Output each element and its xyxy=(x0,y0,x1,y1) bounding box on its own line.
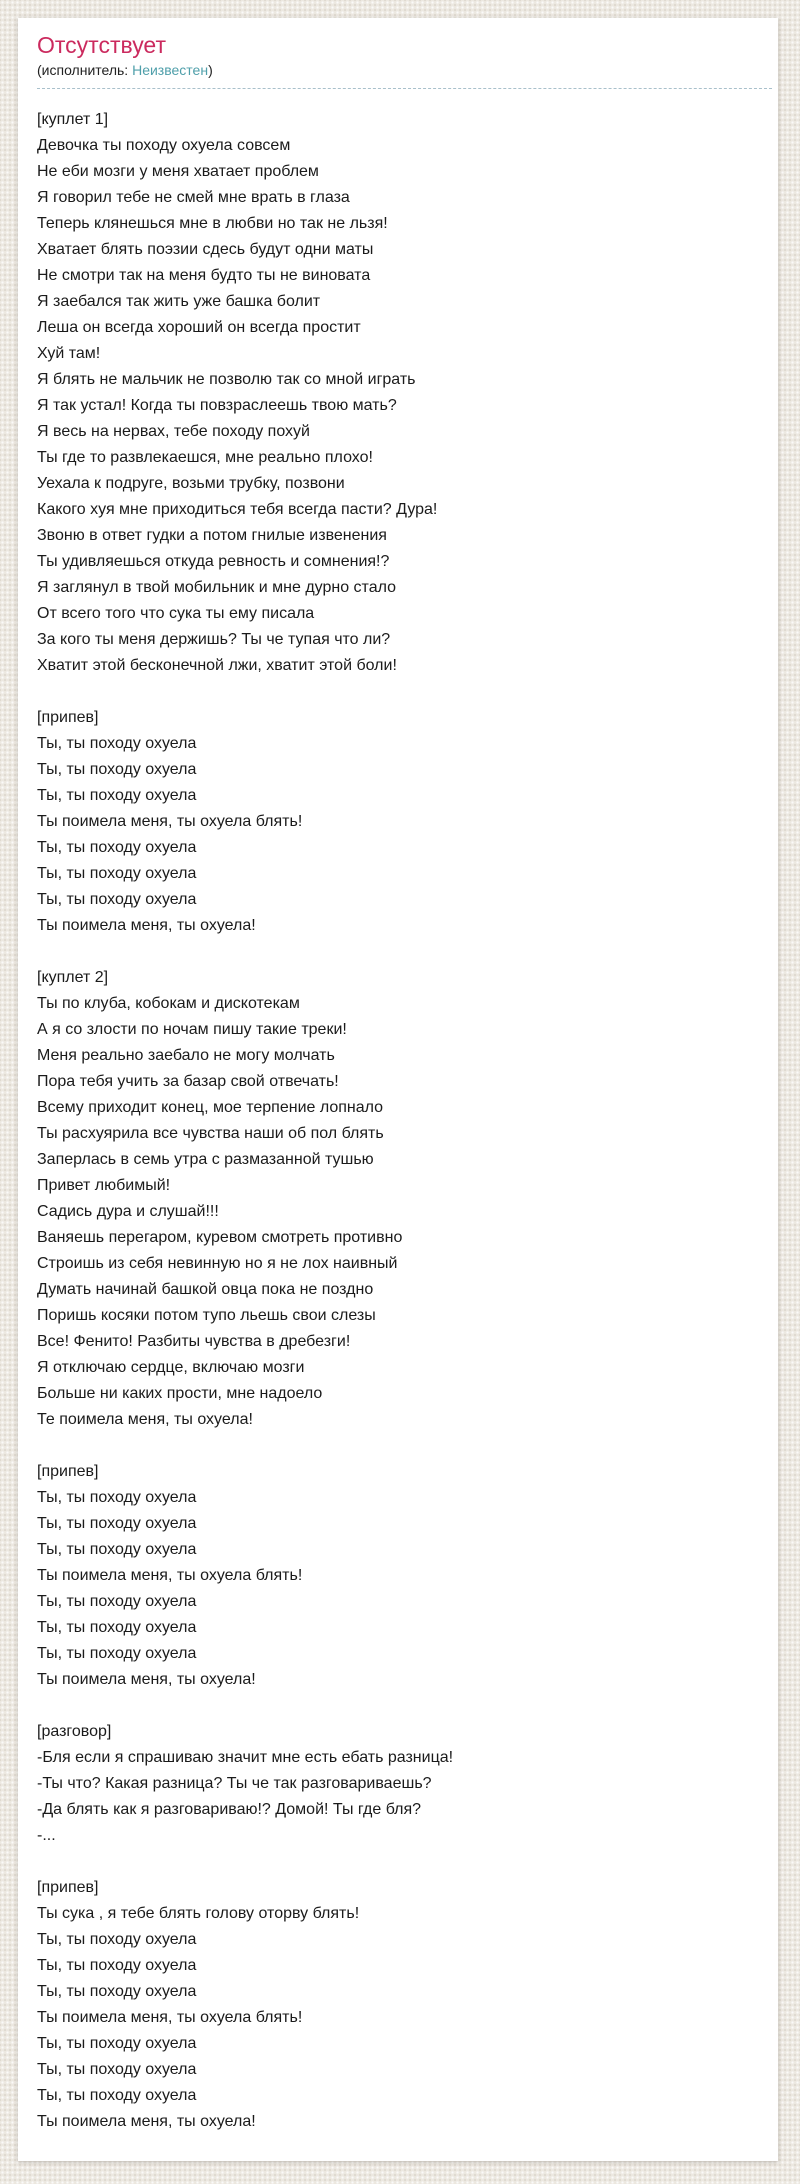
lyric-line: Ты удивляешься откуда ревность и сомнения!? xyxy=(37,553,390,570)
lyric-line: -... xyxy=(37,1827,56,1844)
lyric-line: Ты, ты походу охуела xyxy=(37,1957,197,1974)
lyric-line: Я говорил тебе не смей мне врать в глаза xyxy=(37,189,350,206)
song-header xyxy=(37,30,772,89)
lyric-line: Ты, ты походу охуела xyxy=(37,787,197,804)
lyric-line: Меня реально заебало не могу молчать xyxy=(37,1047,335,1064)
lyric-line: Ты поимела меня, ты охуела блять! xyxy=(37,2009,303,2026)
lyric-line: Ты поимела меня, ты охуела! xyxy=(37,2113,256,2130)
lyric-line: Ты, ты походу охуела xyxy=(37,891,197,908)
lyric-line: Ты, ты походу охуела xyxy=(37,2061,197,2078)
lyric-line: Ты, ты походу охуела xyxy=(37,1515,197,1532)
lyric-line: -Да блять как я разговариваю!? Домой! Ты где бля? xyxy=(37,1801,422,1818)
lyric-line: Я отключаю сердце, включаю мозги xyxy=(37,1359,305,1376)
lyric-line: За кого ты меня держишь? Ты че тупая что ли? xyxy=(37,631,391,648)
lyric-line: Теперь клянешься мне в любви но так не льзя! xyxy=(37,215,388,232)
artist-line xyxy=(37,60,772,80)
song-title: Отсутствует xyxy=(37,32,166,58)
stanza-label: [куплет 1] xyxy=(37,111,109,128)
lyric-line: Какого хуя мне приходиться тебя всегда пасти? Дура! xyxy=(37,501,438,518)
lyric-line: -Ты что? Какая разница? Ты че так разговариваешь? xyxy=(37,1775,432,1792)
stanza xyxy=(37,107,772,679)
lyric-line: Ты, ты походу охуела xyxy=(37,1541,197,1558)
artist-label-prefix: (исполнитель: xyxy=(37,62,133,78)
lyric-line: Ты, ты походу охуела xyxy=(37,1489,197,1506)
stanza xyxy=(37,1719,772,1849)
lyric-line: Я блять не мальчик не позволю так со мной играть xyxy=(37,371,416,388)
lyric-line: Ты, ты походу охуела xyxy=(37,1931,197,1948)
lyric-line: Ты где то развлекаешся, мне реально плохо! xyxy=(37,449,373,466)
stanza xyxy=(37,1875,772,2135)
lyric-line: Я заглянул в твой мобильник и мне дурно стало xyxy=(37,579,397,596)
lyric-line: Не еби мозги у меня хватает проблем xyxy=(37,163,319,180)
stanza-label: [припев] xyxy=(37,1879,99,1896)
lyric-line: Ты, ты походу охуела xyxy=(37,2035,197,2052)
lyric-line: Ты, ты походу охуела xyxy=(37,735,197,752)
lyric-line: Поришь косяки потом тупо льешь свои слезы xyxy=(37,1307,376,1324)
lyric-line: Ты поимела меня, ты охуела блять! xyxy=(37,1567,303,1584)
lyric-line: -Бля если я спрашиваю значит мне есть ебать разница! xyxy=(37,1749,454,1766)
lyrics xyxy=(37,107,772,2135)
lyric-line: Ты, ты походу охуела xyxy=(37,761,197,778)
lyric-line: Ты, ты походу охуела xyxy=(37,2087,197,2104)
lyric-line: Ты, ты походу охуела xyxy=(37,865,197,882)
lyric-line: Хуй там! xyxy=(37,345,101,362)
lyric-line: Ты поимела меня, ты охуела! xyxy=(37,917,256,934)
lyric-line: Уехала к подруге, возьми трубку, позвони xyxy=(37,475,345,492)
lyric-line: Ты, ты походу охуела xyxy=(37,1619,197,1636)
lyric-line: Хватит этой бесконечной лжи, хватит этой боли! xyxy=(37,657,397,674)
stanza xyxy=(37,1459,772,1693)
lyric-line: Не смотри так на меня будто ты не виновата xyxy=(37,267,371,284)
lyric-line: Привет любимый! xyxy=(37,1177,171,1194)
lyric-line: Леша он всегда хороший он всегда простит xyxy=(37,319,361,336)
artist-link[interactable]: Неизвестен xyxy=(132,62,209,78)
lyric-line: Заперлась в семь утра с размазанной тушью xyxy=(37,1151,374,1168)
lyric-line: Я так устал! Когда ты повзраслеешь твою мать? xyxy=(37,397,397,414)
lyric-line: Думать начинай башкой овца пока не поздно xyxy=(37,1281,374,1298)
lyric-line: Пора тебя учить за базар свой отвечать! xyxy=(37,1073,339,1090)
lyric-line: Девочка ты походу охуела совсем xyxy=(37,137,291,154)
lyric-line: Строишь из себя невинную но я не лох наивный xyxy=(37,1255,398,1272)
lyric-line: Больше ни каких прости, мне надоело xyxy=(37,1385,323,1402)
lyric-line: Ты, ты походу охуела xyxy=(37,1593,197,1610)
stanza-label: [припев] xyxy=(37,1463,99,1480)
lyric-line: Всему приходит конец, мое терпение лопнало xyxy=(37,1099,384,1116)
lyric-line: Те поимела меня, ты охуела! xyxy=(37,1411,253,1428)
lyrics-panel xyxy=(18,18,778,2161)
lyric-line: Все! Фенито! Разбиты чувства в дребезги! xyxy=(37,1333,351,1350)
lyric-line: Ты, ты походу охуела xyxy=(37,1983,197,2000)
lyric-line: Ваняешь перегаром, куревом смотреть противно xyxy=(37,1229,403,1246)
lyric-line: Ты поимела меня, ты охуела! xyxy=(37,1671,256,1688)
lyric-line: Звоню в ответ гудки а потом гнилые извенения xyxy=(37,527,387,544)
lyric-line: От всего того что сука ты ему писала xyxy=(37,605,315,622)
stanza-label: [куплет 2] xyxy=(37,969,109,986)
stanza-label: [припев] xyxy=(37,709,99,726)
lyric-line: Ты, ты походу охуела xyxy=(37,1645,197,1662)
lyric-line: Ты сука , я тебе блять голову оторву блять! xyxy=(37,1905,360,1922)
lyric-line: Хватает блять поэзии сдесь будут одни маты xyxy=(37,241,374,258)
stanza-label: [разговор] xyxy=(37,1723,112,1740)
lyric-line: Я весь на нервах, тебе походу похуй xyxy=(37,423,310,440)
lyric-line: Садись дура и слушай!!! xyxy=(37,1203,219,1220)
lyric-line: Ты по клуба, кобокам и дискотекам xyxy=(37,995,300,1012)
stanza xyxy=(37,965,772,1433)
lyric-line: А я со злости по ночам пишу такие треки! xyxy=(37,1021,347,1038)
lyric-line: Я заебался так жить уже башка болит xyxy=(37,293,321,310)
stanza xyxy=(37,705,772,939)
artist-label-suffix: ) xyxy=(208,62,213,78)
lyric-line: Ты, ты походу охуела xyxy=(37,839,197,856)
lyric-line: Ты расхуярила все чувства наши об пол блять xyxy=(37,1125,384,1142)
lyric-line: Ты поимела меня, ты охуела блять! xyxy=(37,813,303,830)
